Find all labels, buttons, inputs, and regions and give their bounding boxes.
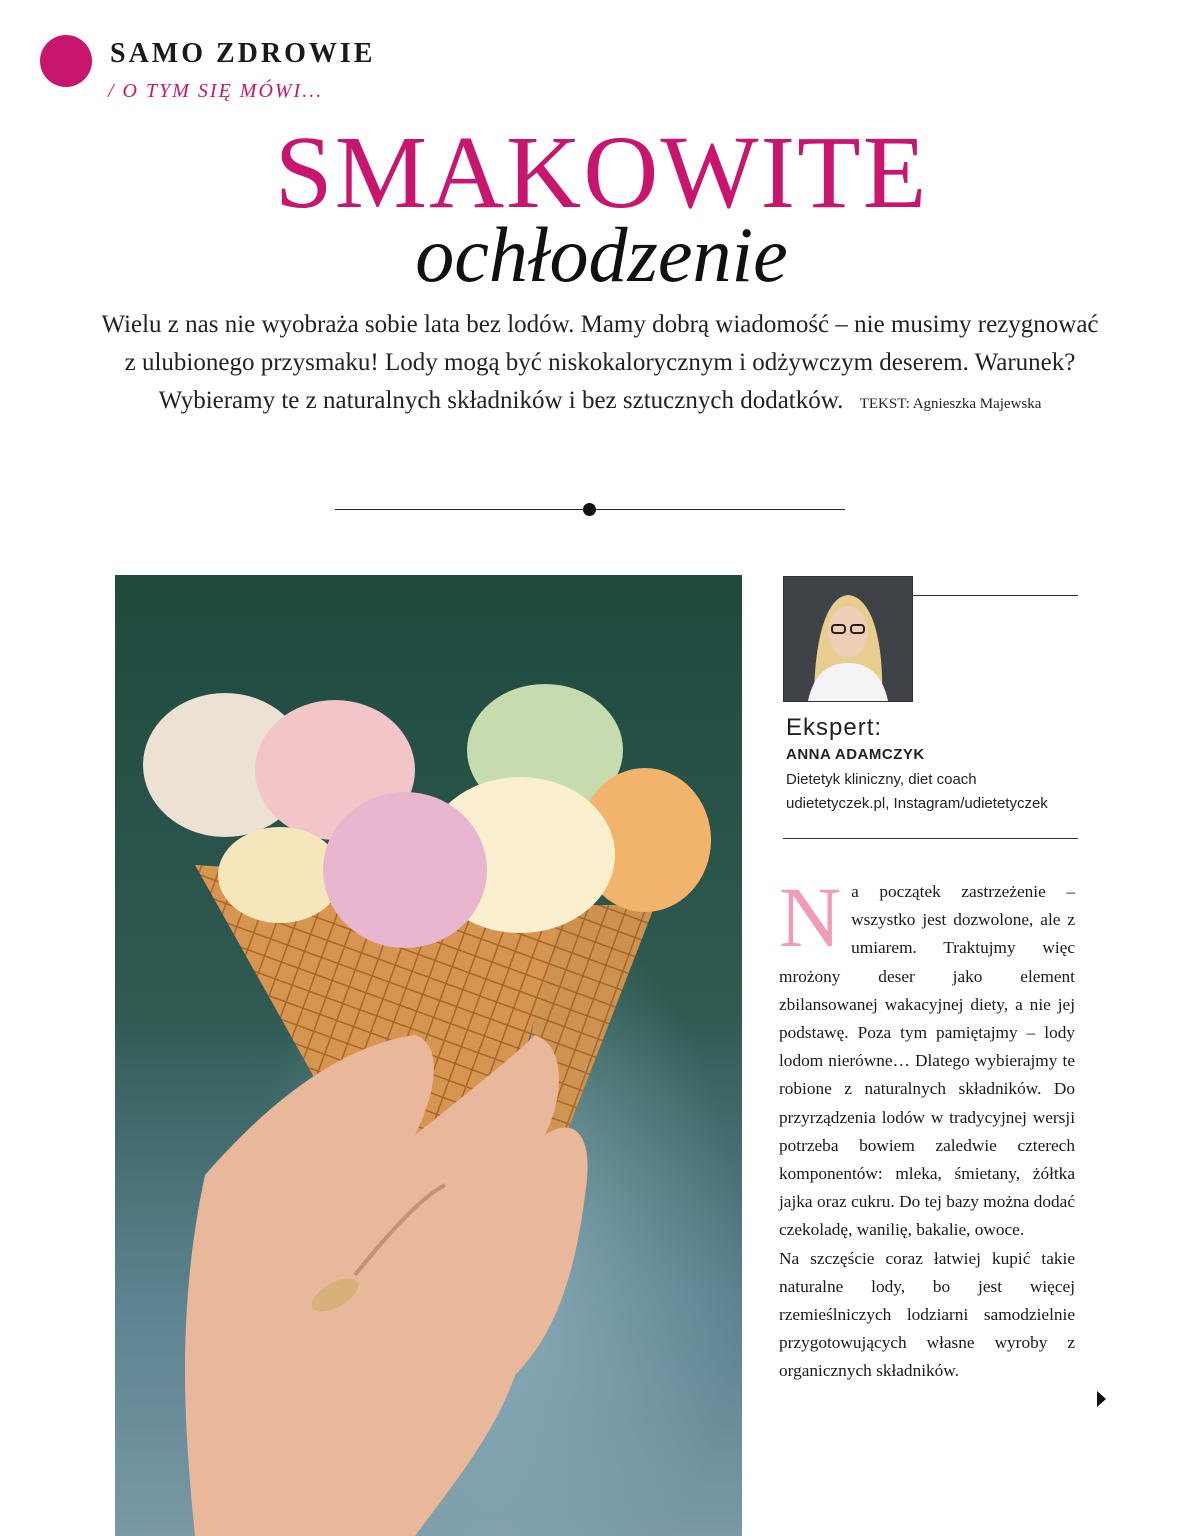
expert-rule-top [912, 595, 1078, 596]
body-paragraph-2: Na szczęście coraz łatwiej kupić takie naturalne lody, bo jest więcej rzemieślniczych lodziarni samodzielnie przygotowujących własne wyroby z organicznych składników. [779, 1248, 1075, 1381]
section-subtitle: / O TYM SIĘ MÓWI... [108, 80, 324, 102]
expert-name: ANNA ADAMCZYK [786, 746, 925, 763]
byline: TEKST: Agnieszka Majewska [859, 396, 1042, 412]
divider-dot [583, 503, 596, 516]
dropcap: N [779, 869, 842, 965]
expert-portrait [783, 576, 913, 702]
expert-label: Ekspert: [786, 714, 883, 741]
body-paragraph-1: a początek zastrzeżenie – wszystko jest dozwolone, ale z umiarem. Traktujmy więc mrożony deser jako element zbilansowanej wakacyjnej diety, a nie jej podstawę. Poza tym pamiętajmy – lody lodom nierówne… Dlatego wybierajmy te robione z naturalnych składników. Do przyrządzenia lodów w tradycyjnej wersji potrzeba bowiem zaledwie czterech komponentów: mleka, śmietany, żółtka jajka oraz cukru. Do tej bazy można dodać czekoladę, wanilię, bakalie, owoce. [779, 882, 1075, 1240]
article-title: SMAKOWITE [274, 115, 929, 230]
section-title: SAMO ZDROWIE [110, 38, 376, 69]
article-lead [100, 306, 1100, 423]
article-body [779, 869, 1075, 1386]
hero-image [115, 575, 742, 1536]
article-title-italic: ochłodzenie [415, 211, 788, 298]
next-page-arrow-icon[interactable] [1097, 1391, 1106, 1407]
expert-website: udietetyczek.pl, Instagram/udietetyczek [786, 795, 1048, 812]
expert-role: Dietetyk kliniczny, diet coach [786, 771, 977, 788]
section-dot [40, 35, 92, 87]
lead-text: Wielu z nas nie wyobraża sobie lata bez lodów. Mamy dobrą wiadomość – nie musimy rezygnować z ulubionego przysmaku! Lody mogą być niskokalorycznym i odżywczym deserem. Warunek? Wybieramy te z naturalnych składników i bez sztucznych dodatków. [101, 311, 1099, 414]
expert-rule-bottom [783, 838, 1078, 839]
